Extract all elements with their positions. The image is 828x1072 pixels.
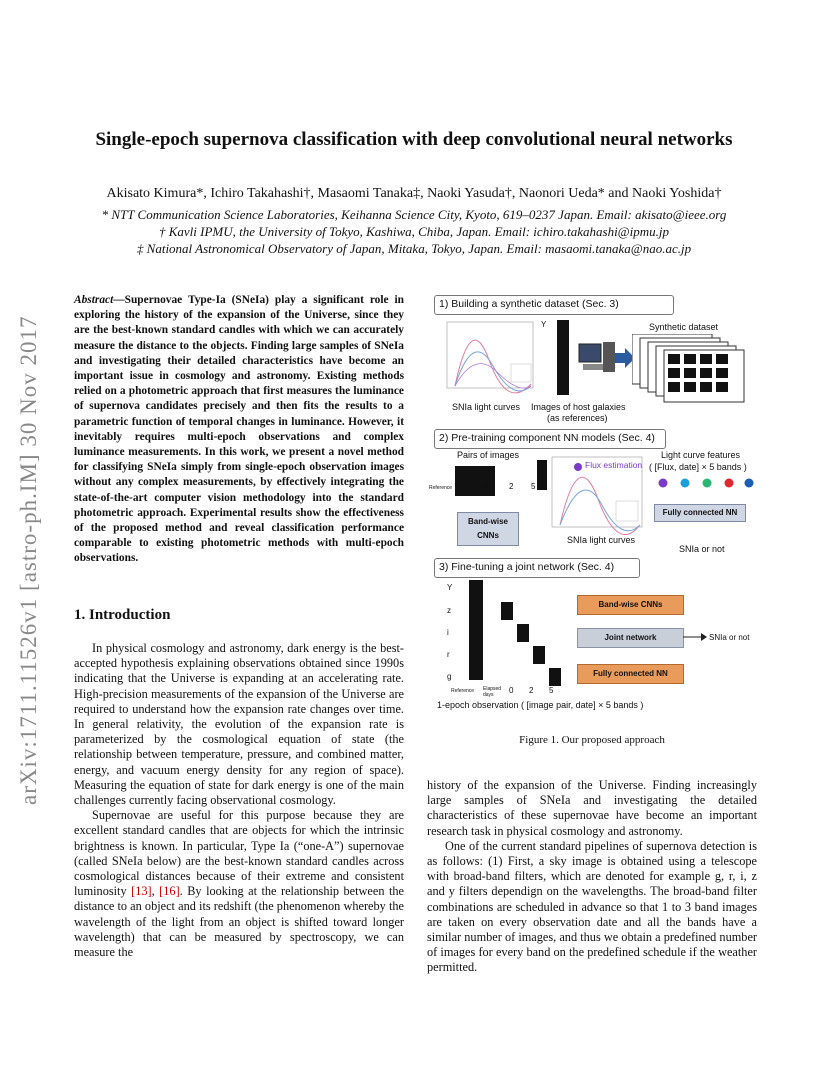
figure-1 (427, 290, 763, 715)
band-i: i (447, 628, 449, 637)
right-column-body (427, 778, 757, 976)
arxiv-watermark: arXiv:1711.11526v1 [astro-ph.IM] 30 Nov 2017 (16, 315, 41, 805)
day-5-label-2: 5 (531, 482, 536, 491)
bandwise-cnns-box-2: Band-wise CNNs (457, 512, 519, 546)
affiliation-2: † Kavli IPMU, the University of Tokyo, Kashiwa, Chiba, Japan. Email: ichiro.takahashi@ipmu.jp (158, 224, 669, 239)
paper-title: Single-epoch supernova classification with deep convolutional neural networks (95, 129, 733, 150)
host-galaxy-strip (557, 320, 569, 395)
image-pair-thumb-1 (455, 466, 495, 496)
synthetic-dataset-label: Synthetic dataset (649, 322, 719, 332)
step1-header: 1) Building a synthetic dataset (Sec. 3) (434, 295, 674, 315)
flux-estimation-label: Flux estimation (585, 460, 643, 470)
day-0-label-3: 0 (509, 686, 514, 695)
step2-header: 2) Pre-training component NN models (Sec. 4) (434, 429, 666, 449)
section-heading: 1. Introduction (74, 607, 171, 623)
obs-thumb-4 (549, 668, 561, 686)
day-5-label-3: 5 (549, 686, 554, 695)
synthetic-dataset-stack (632, 334, 760, 406)
citation-16[interactable]: [16] (159, 884, 180, 899)
obs-thumb-2 (517, 624, 529, 642)
snia-light-curves-label-1: SNIa light curves (452, 402, 521, 412)
affiliation-3: ‡ National Astronomical Observatory of Japan, Mitaka, Tokyo, Japan. Email: masaomi.tanaka@nao.ac.jp (136, 241, 692, 256)
images-host-label: Images of host galaxies (531, 402, 626, 412)
lc-features-label-2: ( [Flux, date] × 5 bands ) (649, 462, 747, 472)
reference-label-2: Reference (429, 485, 453, 491)
step3-header: 3) Fine-tuning a joint network (Sec. 4) (434, 558, 640, 578)
elapsed-days-label-3: Elapsed days (483, 686, 502, 698)
snia-light-curves-label-2: SNIa light curves (567, 535, 636, 545)
day-0-label-2: 0 (483, 482, 488, 491)
band-y: Y (447, 583, 453, 592)
pairs-of-images-label: Pairs of images (457, 450, 520, 460)
as-references-label: (as references) (547, 413, 608, 423)
snia-or-not-label-2: SNIa or not (679, 544, 725, 554)
obs-thumb-3 (533, 646, 545, 664)
fully-connected-nn-box-2: Fully connected NN (654, 504, 746, 522)
affiliation-1: * NTT Communication Science Laboratories, Keihanna Science City, Kyoto, 619–0237 Japan. Email: akisato@ieee.org (101, 207, 727, 222)
intro-paragraph-1: In physical cosmology and astronomy, dark energy is the best-accepted hypothesis explaining observations obtained since 1990s indicating that the Universe is expanding at an accelerating rate. High-precision measurements of the expansion of the Universe are required to understand how the expansion rate changes over time. In general relativity, the evolution of the expansion rate is parameterized by the cosmological equation of state (the relationship between temperature, pressure, and combined matter, energy, and vacuum energy density for any region of space). Measuring the equation of state for dark energy is one of the main challenges currently facing observational cosmology. (74, 641, 404, 808)
abstract-lead: Abstract (74, 294, 114, 306)
feature-dots (655, 476, 755, 490)
reference-label-3: Reference (451, 688, 475, 694)
joint-network-box: Joint network (577, 628, 684, 648)
abstract-text: —Supernovae Type-Ia (SNeIa) play a significant role in exploring the history of the expansion of the Universe, since they are the best-known standard candles with which we can accurately measure the distance to the objects. Finding large samples of SNeIa and investigating their detailed characteristics have become an important issue in cosmology and astronomy. Existing methods relied on a photometric approach that first measures the luminance of supernova candidates precisely and then fits the results to a parametric function of temporal changes in luminance. However, it inevitably requires multi-epoch observations and complex luminance measurements. In this work, we present a novel method for classifying SNeIa simply from single-epoch observation images without any complex measurements, by effectively integrating the state-of-the-art computer vision methodology into the standard photometric approach. Experimental results show the effectiveness of the proposed method and reveal classification performance comparable to existing photometric methods with multi-epoch observations. (74, 294, 404, 565)
arrow-right-icon-3 (683, 632, 707, 642)
band-r: r (447, 650, 450, 659)
light-curve-plot-1 (437, 320, 537, 400)
snia-or-not-label-3: SNIa or not (709, 633, 750, 642)
author-list: Akisato Kimura*, Ichiro Takahashi†, Masaomi Tanaka‡, Naoki Yasuda†, Naonori Ueda* and Naoki Yoshida† (106, 186, 722, 201)
abstract (74, 293, 404, 567)
obs-thumb-1 (501, 602, 513, 620)
intro-paragraph-2: Supernovae are useful for this purpose because they are excellent standard candles that are objects for which the intrinsic brightness is known. In particular, Type Ia (“one-A”) supernovae (called SNeIa below) are the best-known standard candles across cosmological distances because of their extreme and consistent luminosity [13], [16]. By looking at the relationship between the distance to an object and its redshift (the phenomenon whereby the wavelength of the light from an object is shifted toward longer wavelength) that can be measured by spectroscopy, we can measure the (74, 808, 405, 960)
computer-icon (577, 342, 617, 377)
citation-13[interactable]: [13] (131, 884, 152, 899)
band-z: z (447, 606, 451, 615)
reference-image-column (469, 580, 483, 680)
fully-connected-nn-box-3: Fully connected NN (577, 664, 684, 684)
bandwise-cnns-box-3: Band-wise CNNs (577, 595, 684, 615)
lc-features-label: Light curve features (661, 450, 741, 460)
day-2-label-2: 2 (509, 482, 514, 491)
one-epoch-label: 1-epoch observation ( [image pair, date] × 5 bands ) (437, 700, 644, 710)
right-paragraph-2: One of the current standard pipelines of supernova detection is as follows: (1) First, a sky image is obtained using a telescope with broad-band filters, which are denoted for example g, r, i, z and y filters dependign on the wavelengths. The broad-band filter combinations are scheduled in advance so that 1 to 3 band images are taken on every observation date and all the bands have a similar number of images, and thus we obtain a predefined number of images for every band on the predefined schedule if the weather permitted. (427, 838, 757, 975)
day-2-label-3: 2 (529, 686, 534, 695)
band-label-y: Y (541, 320, 547, 329)
left-column-body (74, 641, 404, 960)
intro-p2-text-b: . By looking at the relationship between the distance to an object and its redshift (the phenomenon whereby the wavelength of the light from an object is shifted toward longer wavelength) that can be measured by spectroscopy, we can measure the (74, 884, 405, 960)
band-g: g (447, 672, 452, 681)
figure-caption: Figure 1. Our proposed approach (519, 734, 665, 746)
intro-p2-text-a: Supernovae are useful for this purpose because they are excellent standard candles that are objects for which the intrinsic brightness is known. In particular, Type Ia (“one-A”) supernovae (called SNeIa below) are the best-known standard candles across cosmological distances because of their extreme and consistent luminosity (74, 808, 404, 899)
right-paragraph-1: history of the expansion of the Universe. Finding increasingly large samples of SNeIa and investigating the detailed characteristics of these supernovae have become an important research task in physical cosmology and astronomy. (427, 778, 757, 838)
